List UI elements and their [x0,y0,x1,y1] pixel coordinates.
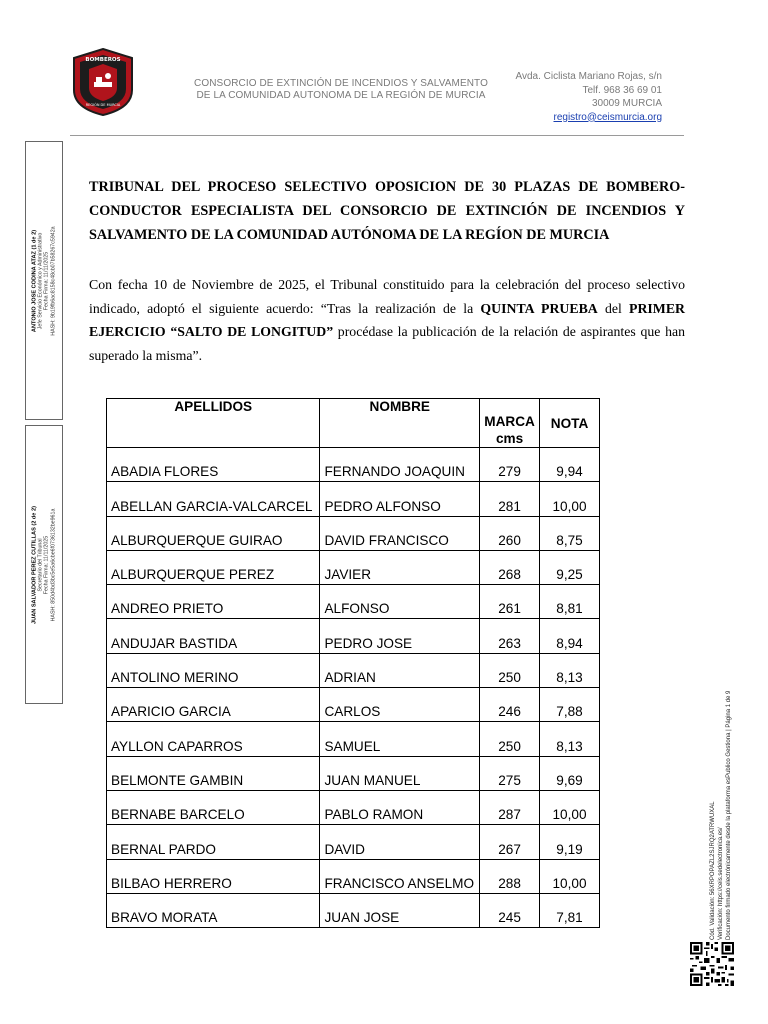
para-text-2: del [597,300,630,316]
signature-hash: HASH: 9b19fb6ac8158c48cb07b58267c5942a [50,225,57,336]
title-line-2: CONDUCTOR ESPECIALISTA DEL CONSORCIO DE EXTINCIÓN DE INCENDIOS Y [89,203,685,219]
cell-apellidos: ANDUJAR BASTIDA [107,619,320,653]
cell-nota: 9,25 [540,550,600,584]
table-row [107,550,600,584]
table-row [107,653,600,687]
cell-marca: 261 [480,585,540,619]
table-row [107,722,600,756]
cell-marca: 287 [480,790,540,824]
cell-marca: 245 [480,893,540,927]
signature-date: Fecha Firma: 11/11/2025 [44,251,50,310]
cell-marca: 267 [480,825,540,859]
org-line-2: DE LA COMUNIDAD AUTONOMA DE LA REGIÓN DE MURCIA [196,90,486,101]
cell-marca: 263 [480,619,540,653]
header-nombre: NOMBRE [320,399,480,448]
cell-apellidos: ANTOLINO MERINO [107,653,320,687]
cell-nota: 8,13 [540,722,600,756]
cell-apellidos: BERNAL PARDO [107,825,320,859]
header-nota: NOTA [540,399,600,448]
para-bold-2: PRIMER EJERCICIO “SALTO DE LONGITUD” [89,300,685,340]
results-table [106,398,600,928]
table-row [107,688,600,722]
cell-apellidos: BRAVO MORATA [107,893,320,927]
svg-text:BOMBEROS: BOMBEROS [85,57,121,63]
cell-marca: 250 [480,722,540,756]
validation-code: Cód. Validación: 56XRPOPAZL2SJRQ2ATRWUXAL [710,801,716,940]
cell-nombre: PEDRO ALFONSO [320,482,480,516]
cell-marca: 260 [480,516,540,550]
phone: Telf. 968 36 69 01 [582,84,662,96]
qr-code-icon [690,942,734,986]
cell-nota: 7,88 [540,688,600,722]
cell-nombre: FRANCISCO ANSELMO [320,859,480,893]
cell-apellidos: BELMONTE GAMBIN [107,756,320,790]
signature-hash: HASH: 850d4bd3bc5e5a6cbe6f0736132be961a [50,508,57,621]
cell-apellidos: ALBURQUERQUE PEREZ [107,550,320,584]
signer-role: Jefe Servicio Económico y Administrativo [37,232,44,329]
cell-nota: 7,81 [540,893,600,927]
cell-nombre: JUAN MANUEL [320,756,480,790]
table-row [107,619,600,653]
cell-nombre: SAMUEL [320,722,480,756]
cell-marca: 279 [480,448,540,482]
cell-nota: 9,19 [540,825,600,859]
table-row [107,448,600,482]
cell-nombre: PABLO RAMON [320,790,480,824]
body-paragraph [89,273,685,367]
table-row [107,893,600,927]
cell-nombre: PEDRO JOSE [320,619,480,653]
signature-box-1 [25,141,63,420]
cell-marca: 246 [480,688,540,722]
validation-note: Documento firmado electrónicamente desde la plataforma esPublico Gestiona | Página 1 de 9 [726,690,732,940]
cell-nota: 10,00 [540,790,600,824]
cell-nota: 9,69 [540,756,600,790]
cell-apellidos: ABELLAN GARCIA-VALCARCEL [107,482,320,516]
cell-nota: 8,94 [540,619,600,653]
cell-nombre: DAVID FRANCISCO [320,516,480,550]
validation-strip [705,612,737,940]
cell-nombre: DAVID [320,825,480,859]
title-line-1: TRIBUNAL DEL PROCESO SELECTIVO OPOSICION DE 30 PLAZAS DE BOMBERO- [89,179,685,195]
table-row [107,756,600,790]
cell-nota: 9,94 [540,448,600,482]
cell-apellidos: APARICIO GARCIA [107,688,320,722]
header-marca [480,399,540,448]
cell-nota: 8,81 [540,585,600,619]
validation-platform: Documento firmado electrónicamente desde la plataforma esPublico Gestiona [726,732,732,940]
cell-marca: 268 [480,550,540,584]
cell-nombre: FERNANDO JOAQUIN [320,448,480,482]
signer-name: ANTONIO JOSE CODINA ATAZ (1 de 2) [31,229,38,332]
cell-nota: 8,75 [540,516,600,550]
bomberos-logo [72,48,134,116]
cell-nombre: JAVIER [320,550,480,584]
page-number: Página 1 de 9 [726,690,732,728]
cell-nota: 8,13 [540,653,600,687]
cell-marca: 250 [480,653,540,687]
para-text-1: Con fecha 10 de Noviembre de 2025, el Tribunal constituido para la celebración del proceso selectivo indicado, adoptó el siguiente acuerdo: “Tras la realización de la [89,277,685,316]
table-row [107,790,600,824]
signer-name: JUAN SALVADOR PEREZ CUTILLAS (2 de 2) [31,505,38,624]
cell-apellidos: BERNABE BARCELO [107,790,320,824]
validation-url: Verificación: https://ceis.sedelectronica.es/ [718,827,724,940]
postal-code: 30009 MURCIA [591,98,662,109]
cell-nombre: JUAN JOSE [320,893,480,927]
header-apellidos: APELLIDOS [107,399,320,448]
signer-role: Secretario del Tribunal [37,538,44,591]
cell-marca: 281 [480,482,540,516]
table-header-row [107,399,600,448]
cell-apellidos: BILBAO HERRERO [107,859,320,893]
org-name [186,78,496,102]
table-row [107,859,600,893]
email-link[interactable]: registro@ceismurcia.org [553,111,662,123]
cell-nombre: ALFONSO [320,585,480,619]
para-bold-1: QUINTA PRUEBA [480,300,598,316]
table-row [107,482,600,516]
cell-marca: 275 [480,756,540,790]
address: Avda. Ciclista Mariano Rojas, s/n [515,71,662,82]
cell-nota: 10,00 [540,859,600,893]
org-line-1: CONSORCIO DE EXTINCIÓN DE INCENDIOS Y SALVAMENTO [194,78,488,89]
cell-nombre: CARLOS [320,688,480,722]
cell-nombre: ADRIAN [320,653,480,687]
cell-apellidos: ALBURQUERQUE GUIRAO [107,516,320,550]
cell-apellidos: ANDREO PRIETO [107,585,320,619]
title-line-3: SALVAMENTO DE LA COMUNIDAD AUTÓNOMA DE LA REGÍON DE MURCIA [89,227,610,243]
cell-marca: 288 [480,859,540,893]
table-row [107,585,600,619]
cell-apellidos: ABADIA FLORES [107,448,320,482]
table-row [107,825,600,859]
header-marca-label: MARCA [484,414,535,429]
table-row [107,516,600,550]
para-text-3: procédase la publicación de la relación de aspirantes que han superado la misma”. [89,324,685,363]
results-body [107,448,600,928]
cell-nota: 10,00 [540,482,600,516]
svg-text:REGIÓN DE MURCIA: REGIÓN DE MURCIA [85,103,121,107]
contact-block [515,70,662,124]
signature-box-2 [25,425,63,704]
signature-date: Fecha Firma: 11/11/2025 [44,535,50,594]
header-marca-unit: cms [495,431,524,446]
header-divider [70,135,684,136]
document-title [89,175,685,247]
cell-apellidos: AYLLON CAPARROS [107,722,320,756]
